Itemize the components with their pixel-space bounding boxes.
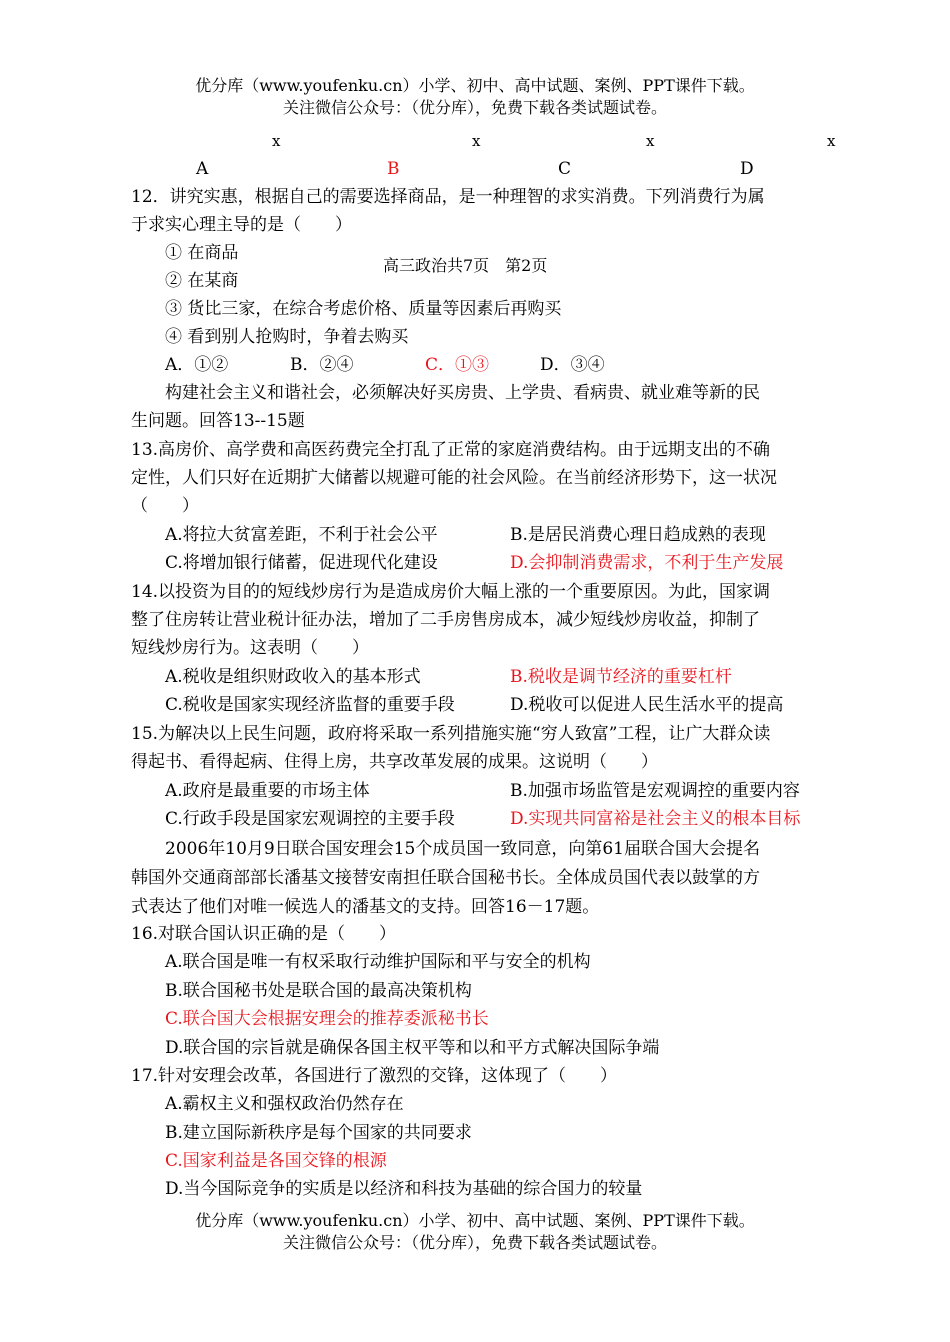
material-2-line-1: 2006年10月9日联合国安理会15个成员国一致同意，向第61届联合国大会提名: [165, 839, 760, 859]
q17-option-c: C.国家利益是各国交锋的根源: [165, 1151, 387, 1171]
q14-stem-line-1: 14.以投资为目的的短线炒房行为是造成房价大幅上涨的一个重要原因。为此，国家调: [131, 582, 771, 602]
q13-option-a: A.将拉大贫富差距，不利于社会公平: [165, 525, 438, 545]
q13-option-b: B.是居民消费心理日趋成熟的表现: [510, 525, 766, 545]
q16-option-a: A.联合国是唯一有权采取行动维护国际和平与安全的机构: [165, 952, 591, 972]
x-mark: x: [827, 132, 836, 150]
q13-stem-line-3: （ ）: [131, 496, 199, 516]
q14-stem-line-2: 整了住房转让营业税计征办法，增加了二手房售房成本，减少短线炒房收益，抑制了: [131, 610, 760, 630]
q16-option-b: B.联合国秘书处是联合国的最高决策机构: [165, 981, 472, 1001]
q12-item-1: ① 在商品: [165, 243, 239, 263]
q17-option-b: B.建立国际新秩序是每个国家的共同要求: [165, 1123, 472, 1143]
q15-option-c: C.行政手段是国家宏观调控的主要手段: [165, 809, 455, 829]
image-option-a: A: [196, 159, 209, 179]
q12-item-3: ③ 货比三家，在综合考虑价格、质量等因素后再购买: [165, 299, 562, 319]
footer-line-2: 关注微信公众号：（优分库），免费下载各类试题试卷。: [282, 1233, 667, 1252]
q12-option-a: A．①②: [165, 355, 229, 375]
q12-item-2: ② 在某商: [165, 271, 239, 291]
q13-stem-line-2: 定性，人们只好在近期扩大储蓄以规避可能的社会风险。在当前经济形势下，这一状况: [131, 468, 777, 488]
q17-option-a: A.霸权主义和强权政治仍然存在: [165, 1094, 404, 1114]
q13-option-d: D.会抑制消费需求，不利于生产发展: [510, 553, 784, 573]
q14-option-c: C.税收是国家实现经济监督的重要手段: [165, 695, 455, 715]
q12-stem-line-2: 于求实心理主导的是（ ）: [131, 215, 352, 235]
q12-item-4: ④ 看到别人抢购时，争着去购买: [165, 327, 409, 347]
x-mark: x: [646, 132, 655, 150]
q15-stem-line-2: 得起书、看得起病、住得上房，共享改革发展的成果。这说明（ ）: [131, 752, 658, 772]
q16-option-c: C.联合国大会根据安理会的推荐委派秘书长: [165, 1009, 489, 1029]
q12-option-d: D．③④: [540, 355, 605, 375]
q15-option-d: D.实现共同富裕是社会主义的根本目标: [510, 809, 801, 829]
page-footer: 高三政治共7页 第2页: [383, 256, 548, 275]
x-mark: x: [272, 132, 281, 150]
material-1-line-1: 构建社会主义和谐社会，必须解决好买房贵、上学贵、看病贵、就业难等新的民: [165, 383, 760, 403]
image-option-d: D: [740, 159, 754, 179]
q17-option-d: D.当今国际竞争的实质是以经济和科技为基础的综合国力的较量: [165, 1179, 643, 1199]
q14-option-a: A.税收是组织财政收入的基本形式: [165, 667, 421, 687]
q12-option-c: C．①③: [425, 355, 490, 375]
x-mark: x: [472, 132, 481, 150]
q15-stem-line-1: 15.为解决以上民生问题，政府将采取一系列措施实施“穷人致富”工程，让广大群众读: [131, 724, 771, 744]
q15-option-b: B.加强市场监管是宏观调控的重要内容: [510, 781, 800, 801]
q14-option-b: B.税收是调节经济的重要杠杆: [510, 667, 732, 687]
q13-stem-line-1: 13.高房价、高学费和高医药费完全打乱了正常的家庭消费结构。由于远期支出的不确: [131, 440, 771, 460]
image-option-c: C: [558, 159, 572, 179]
q16-stem: 16.对联合国认识正确的是（ ）: [131, 924, 397, 944]
image-option-b: B: [387, 159, 400, 179]
q16-option-d: D.联合国的宗旨就是确保各国主权平等和以和平方式解决国际争端: [165, 1038, 660, 1058]
material-1-line-2: 生问题。回答13--15题: [131, 411, 305, 431]
header-line-2: 关注微信公众号：（优分库），免费下载各类试题试卷。: [282, 98, 667, 117]
header-line-1: 优分库（www.youfenku.cn）小学、初中、高中试题、案例、PPT课件下载。: [195, 76, 755, 95]
q14-option-d: D.税收可以促进人民生活水平的提高: [510, 695, 784, 715]
q14-stem-line-3: 短线炒房行为。这表明（ ）: [131, 638, 369, 658]
q12-option-b: B．②④: [290, 355, 354, 375]
q15-option-a: A.政府是最重要的市场主体: [165, 781, 370, 801]
q12-stem-line-1: 12．讲究实惠，根据自己的需要选择商品，是一种理智的求实消费。下列消费行为属: [131, 187, 765, 207]
material-2-line-2: 韩国外交通商部部长潘基文接替安南担任联合国秘书长。全体成员国代表以鼓掌的方: [131, 868, 760, 888]
q13-option-c: C.将增加银行储蓄，促进现代化建设: [165, 553, 438, 573]
material-2-line-3: 式表达了他们对唯一候选人的潘基文的支持。回答16－17题。: [131, 897, 600, 917]
q17-stem: 17.针对安理会改革，各国进行了激烈的交锋，这体现了（ ）: [131, 1066, 618, 1086]
footer-line-1: 优分库（www.youfenku.cn）小学、初中、高中试题、案例、PPT课件下载。: [195, 1211, 755, 1230]
